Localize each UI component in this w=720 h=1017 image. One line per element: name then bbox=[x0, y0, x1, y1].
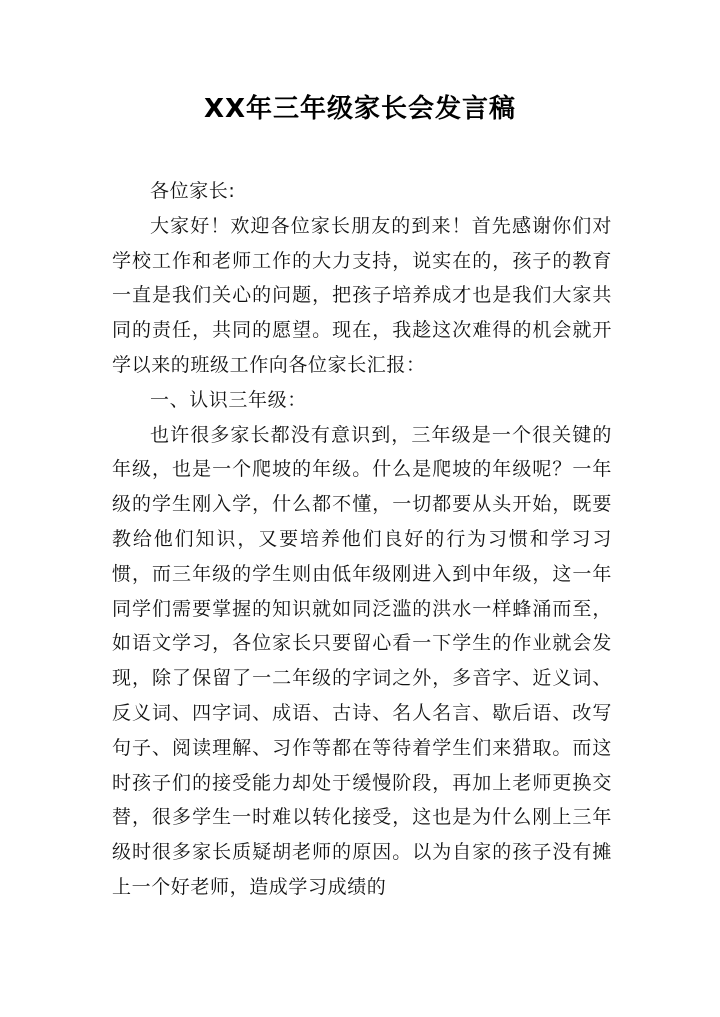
greeting-paragraph: 大家好！欢迎各位家长朋友的到来！首先感谢你们对学校工作和老师工作的大力支持，说实在的，孩子的教育一直是我们关心的问题，把孩子培养成才也是我们大家共同的责任，共同的愿望。现在，我趁这次难得的机会就开学以来的班级工作向各位家长汇报： bbox=[112, 214, 612, 376]
body-paragraph: 也许很多家长都没有意识到，三年级是一个很关键的年级，也是一个爬坡的年级。什么是爬坡的年级呢？一年级的学生刚入学，什么都不懂，一切都要从头开始，既要教给他们知识，又要培养他们良好的行为习惯和学习习惯，而三年级的学生则由低年级刚进入到中年级，这一年同学们需要掌握的知识就如同泛滥的洪水一样蜂涌而至，如语文学习，各位家长只要留心看一下学生的作业就会发现，除了保留了一二年级的字词之外，多音字、近义词、反义词、四字词、成语、古诗、名人名言、歇后语、改写句子、阅读理解、习作等都在等待着学生们来猎取。而这时孩子们的接受能力却处于缓慢阶段，再加上老师更换交替，很多学生一时难以转化接受，这也是为什么刚上三年级时很多家长质疑胡老师的原因。以为自家的孩子没有摊上一个好老师，造成学习成绩的 bbox=[112, 423, 612, 898]
document-title: XX年三年级家长会发言稿 bbox=[203, 94, 517, 124]
section-heading: 一、认识三年级： bbox=[150, 388, 307, 411]
salutation-paragraph: 各位家长: bbox=[150, 180, 236, 202]
document-body bbox=[112, 174, 612, 905]
